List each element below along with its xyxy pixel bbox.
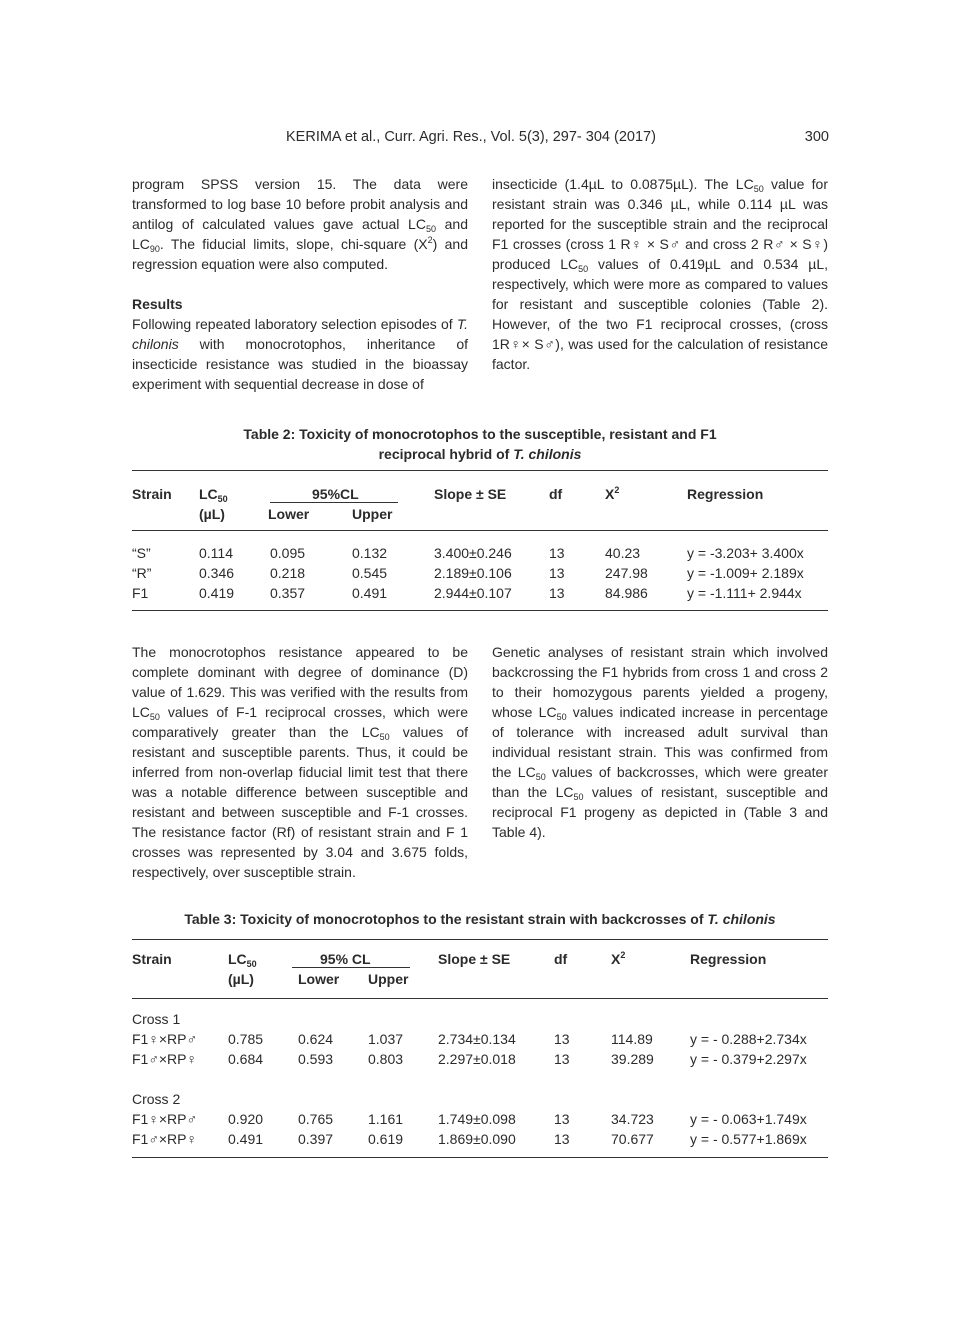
table3-cell-df: 13 — [554, 1111, 570, 1127]
table3-top-rule — [132, 939, 828, 940]
table2-cell-lc50: 0.114 — [199, 545, 233, 561]
table2-cell-df: 13 — [549, 585, 565, 601]
table3-header-df: df — [554, 951, 568, 967]
table3-cell-regression: y = - 0.379+2.297x — [690, 1051, 807, 1067]
table2-header-upper: Upper — [352, 506, 393, 522]
table2-header-lc50: $LC_{50}$ — [199, 486, 228, 504]
table3-cell-upper: 1.161 — [368, 1111, 404, 1127]
table3-cell-strain: F1♂×RP♀ — [132, 1051, 197, 1067]
table3-cell-lower: 0.624 — [298, 1031, 334, 1047]
table3-cell-upper: 0.803 — [368, 1051, 404, 1067]
table3-caption — [132, 909, 828, 929]
table3-cell-regression: y = - 0.288+2.734x — [690, 1031, 807, 1047]
table2-cell-strain: F1 — [132, 585, 149, 601]
table2-cell-df: 13 — [549, 565, 565, 581]
table3-cell-df: 13 — [554, 1031, 570, 1047]
table2-cell-strain: “R” — [132, 565, 152, 581]
table3-cell-df: 13 — [554, 1131, 570, 1147]
table3-header-strain: Strain — [132, 951, 172, 967]
table3-header-cl: 95% CL — [320, 951, 371, 967]
running-header — [0, 129, 960, 149]
table3-cell-strain: F1♂×RP♀ — [132, 1131, 197, 1147]
table2-caption — [132, 424, 828, 464]
table3-cell-chi: 70.677 — [611, 1131, 654, 1147]
table3-header-lower: Lower — [298, 971, 340, 987]
right-column-top — [492, 174, 828, 374]
table2-header-lower: Lower — [268, 506, 310, 522]
table2-cell-lc50: 0.346 — [199, 565, 235, 581]
journal-citation: KERIMA et al., Curr. Agri. Res., Vol. 5(3), 297- 304 (2017) — [286, 129, 656, 145]
table2 — [132, 470, 828, 612]
table2-cell-slope: 2.944±0.107 — [434, 585, 512, 601]
table2-cell-upper: 0.132 — [352, 545, 388, 561]
results-paragraph: Following repeated laboratory selection episodes of T. chilonis with monocrotophos, inheritance of insecticide resistance was studied in the bioassay experiment with sequential decrease in dose of — [132, 316, 468, 392]
table2-header-regression: Regression — [687, 486, 764, 502]
table3-cell-lower: 0.593 — [298, 1051, 334, 1067]
table3-cell-chi: 39.289 — [611, 1051, 654, 1067]
table2-cell-lc50: 0.419 — [199, 585, 235, 601]
table2-header-rule — [132, 530, 828, 531]
dominance-paragraph: The monocrotophos resistance appeared to be complete dominant with degree of dominance (D) value of 1.629. This was verified with the results from $LC_{50}$ values of F-1 reciprocal crosses, which were comparatively greater than the $LC_{50}$ values of resistant and susceptible parents. Thus, it could be inferred from non-overlap fiducial limit test that there was a notable difference between susceptible and resistant and between susceptible and F-1 crosses. The resistance factor (Rf) of resistant strain and F 1 crosses was represented by 3.04 and 3.675 folds, respectively, over susceptible strain. — [132, 644, 468, 880]
table2-cell-regression: y = -1.111+ 2.944x — [687, 585, 802, 601]
table3-header-slope: Slope ± SE — [438, 951, 511, 967]
table2-header-strain: Strain — [132, 486, 172, 502]
table3-cell-lc50: 0.491 — [228, 1131, 264, 1147]
table2-cell-chi: 84.986 — [605, 585, 648, 601]
table3-cell-strain: F1♀×RP♂ — [132, 1111, 197, 1127]
table3-cell-slope: 1.869±0.090 — [438, 1131, 516, 1147]
table3-caption-text: Table 3: Toxicity of monocrotophos to the resistant strain with backcrosses of — [184, 911, 708, 927]
table3-cell-regression: y = - 0.577+1.869x — [690, 1131, 807, 1147]
table2-cell-upper: 0.545 — [352, 565, 388, 581]
table2-header-lc50-unit: (µL) — [199, 506, 225, 522]
table2-cell-slope: 2.189±0.106 — [434, 565, 512, 581]
genetic-analysis-paragraph: Genetic analyses of resistant strain which involved backcrossing the F1 hybrids from cross 1 and cross 2 to their homozygous parents yielded a progeny, whose $LC_{50}$ values indicated increase in percentage of tolerance with increased adult survival than individual resistant strain. This was confirmed from the $LC_{50}$ values of backcrosses, which were greater than the $LC_{50}$ values of resistant, susceptible and reciprocal F1 progeny as depicted in (Table 3 and Table 4). — [492, 644, 829, 840]
table3-header-upper: Upper — [368, 971, 409, 987]
table3-group-label: Cross 1 — [132, 1011, 181, 1027]
table2-cell-slope: 3.400±0.246 — [434, 545, 512, 561]
table2-cell-lower: 0.357 — [270, 585, 306, 601]
table2-caption-line1: Table 2: Toxicity of monocrotophos to the susceptible, resistant and F1 — [243, 426, 717, 442]
table2-cell-regression: y = -3.203+ 3.400x — [687, 545, 804, 561]
table2-cell-lower: 0.218 — [270, 565, 306, 581]
table2-species: T. chilonis — [513, 446, 582, 462]
table3-header-rule — [132, 998, 828, 999]
table3-header-chi: $X^2$ — [611, 950, 626, 967]
table3-cell-slope: 1.749±0.098 — [438, 1111, 516, 1127]
table3-cell-lower: 0.765 — [298, 1111, 334, 1127]
table2-header-slope: Slope ± SE — [434, 486, 507, 502]
table3-species: T. chilonis — [707, 911, 776, 927]
table3-cell-lc50: 0.920 — [228, 1111, 264, 1127]
results-paragraph-continued: insecticide (1.4µL to 0.0875µL). The $LC_{50}$ value for resistant strain was 0.346 µL, while 0.114 µL was reported for the susceptible strain and the reciprocal F1 crosses (cross 1 R♀ × S♂ and cross 2 R♂ × S♀) produced $LC_{50}$ values of 0.419µL and 0.534 µL, respectively, which were more as compared to values for resistant and susceptible colonies (Table 2). However, of the two F1 reciprocal crosses, (cross 1R♀× S♂), was used for the calculation of resistance factor. — [492, 176, 828, 372]
table3-cell-upper: 1.037 — [368, 1031, 404, 1047]
results-heading: Results — [132, 296, 183, 312]
table2-cell-regression: y = -1.009+ 2.189x — [687, 565, 804, 581]
table2-header-df: df — [549, 486, 563, 502]
table3-cell-upper: 0.619 — [368, 1131, 404, 1147]
left-column-top — [132, 174, 468, 394]
table2-bottom-rule — [132, 610, 828, 611]
table3-cell-slope: 2.734±0.134 — [438, 1031, 516, 1047]
table3-cell-slope: 2.297±0.018 — [438, 1051, 516, 1067]
table2-top-rule — [132, 470, 828, 471]
table2-cell-lower: 0.095 — [270, 545, 306, 561]
table2-cell-chi: 247.98 — [605, 565, 648, 581]
table2-caption-line2: reciprocal hybrid of T. chilonis — [378, 446, 582, 462]
table2-cl-underline — [270, 502, 398, 503]
table2-header-cl: 95%CL — [312, 486, 359, 502]
table3-cell-lc50: 0.785 — [228, 1031, 264, 1047]
table3-header-regression: Regression — [690, 951, 767, 967]
table3-cell-lower: 0.397 — [298, 1131, 334, 1147]
table3-header-lc50-unit: (µL) — [228, 971, 254, 987]
table3-header-lc50: $LC_{50}$ — [228, 951, 257, 969]
table2-cell-upper: 0.491 — [352, 585, 388, 601]
left-column-mid — [132, 642, 468, 882]
page-number: 300 — [804, 129, 829, 145]
table3 — [132, 939, 828, 1161]
table3-cell-strain: F1♀×RP♂ — [132, 1031, 197, 1047]
table2-cell-df: 13 — [549, 545, 565, 561]
table3-cell-df: 13 — [554, 1051, 570, 1067]
right-column-mid — [492, 642, 828, 842]
table2-cell-strain: “S” — [132, 545, 151, 561]
table2-cell-chi: 40.23 — [605, 545, 641, 561]
table3-group-label: Cross 2 — [132, 1091, 181, 1107]
table3-cell-lc50: 0.684 — [228, 1051, 264, 1067]
table3-bottom-rule — [132, 1157, 828, 1158]
table2-header-chi: $X^2$ — [605, 485, 620, 502]
methods-paragraph: program SPSS version 15. The data were transformed to log base 10 before probit analysis and antilog of calculated values gave actual $LC_{50}$ and $LC_{90}$. The fiducial limits, slope, chi-square $(X^2)$ and regression equation were also computed. — [132, 176, 468, 272]
table3-cell-regression: y = - 0.063+1.749x — [690, 1111, 807, 1127]
table3-cl-underline — [292, 967, 410, 968]
table3-cell-chi: 114.89 — [611, 1031, 653, 1047]
table3-cell-chi: 34.723 — [611, 1111, 654, 1127]
